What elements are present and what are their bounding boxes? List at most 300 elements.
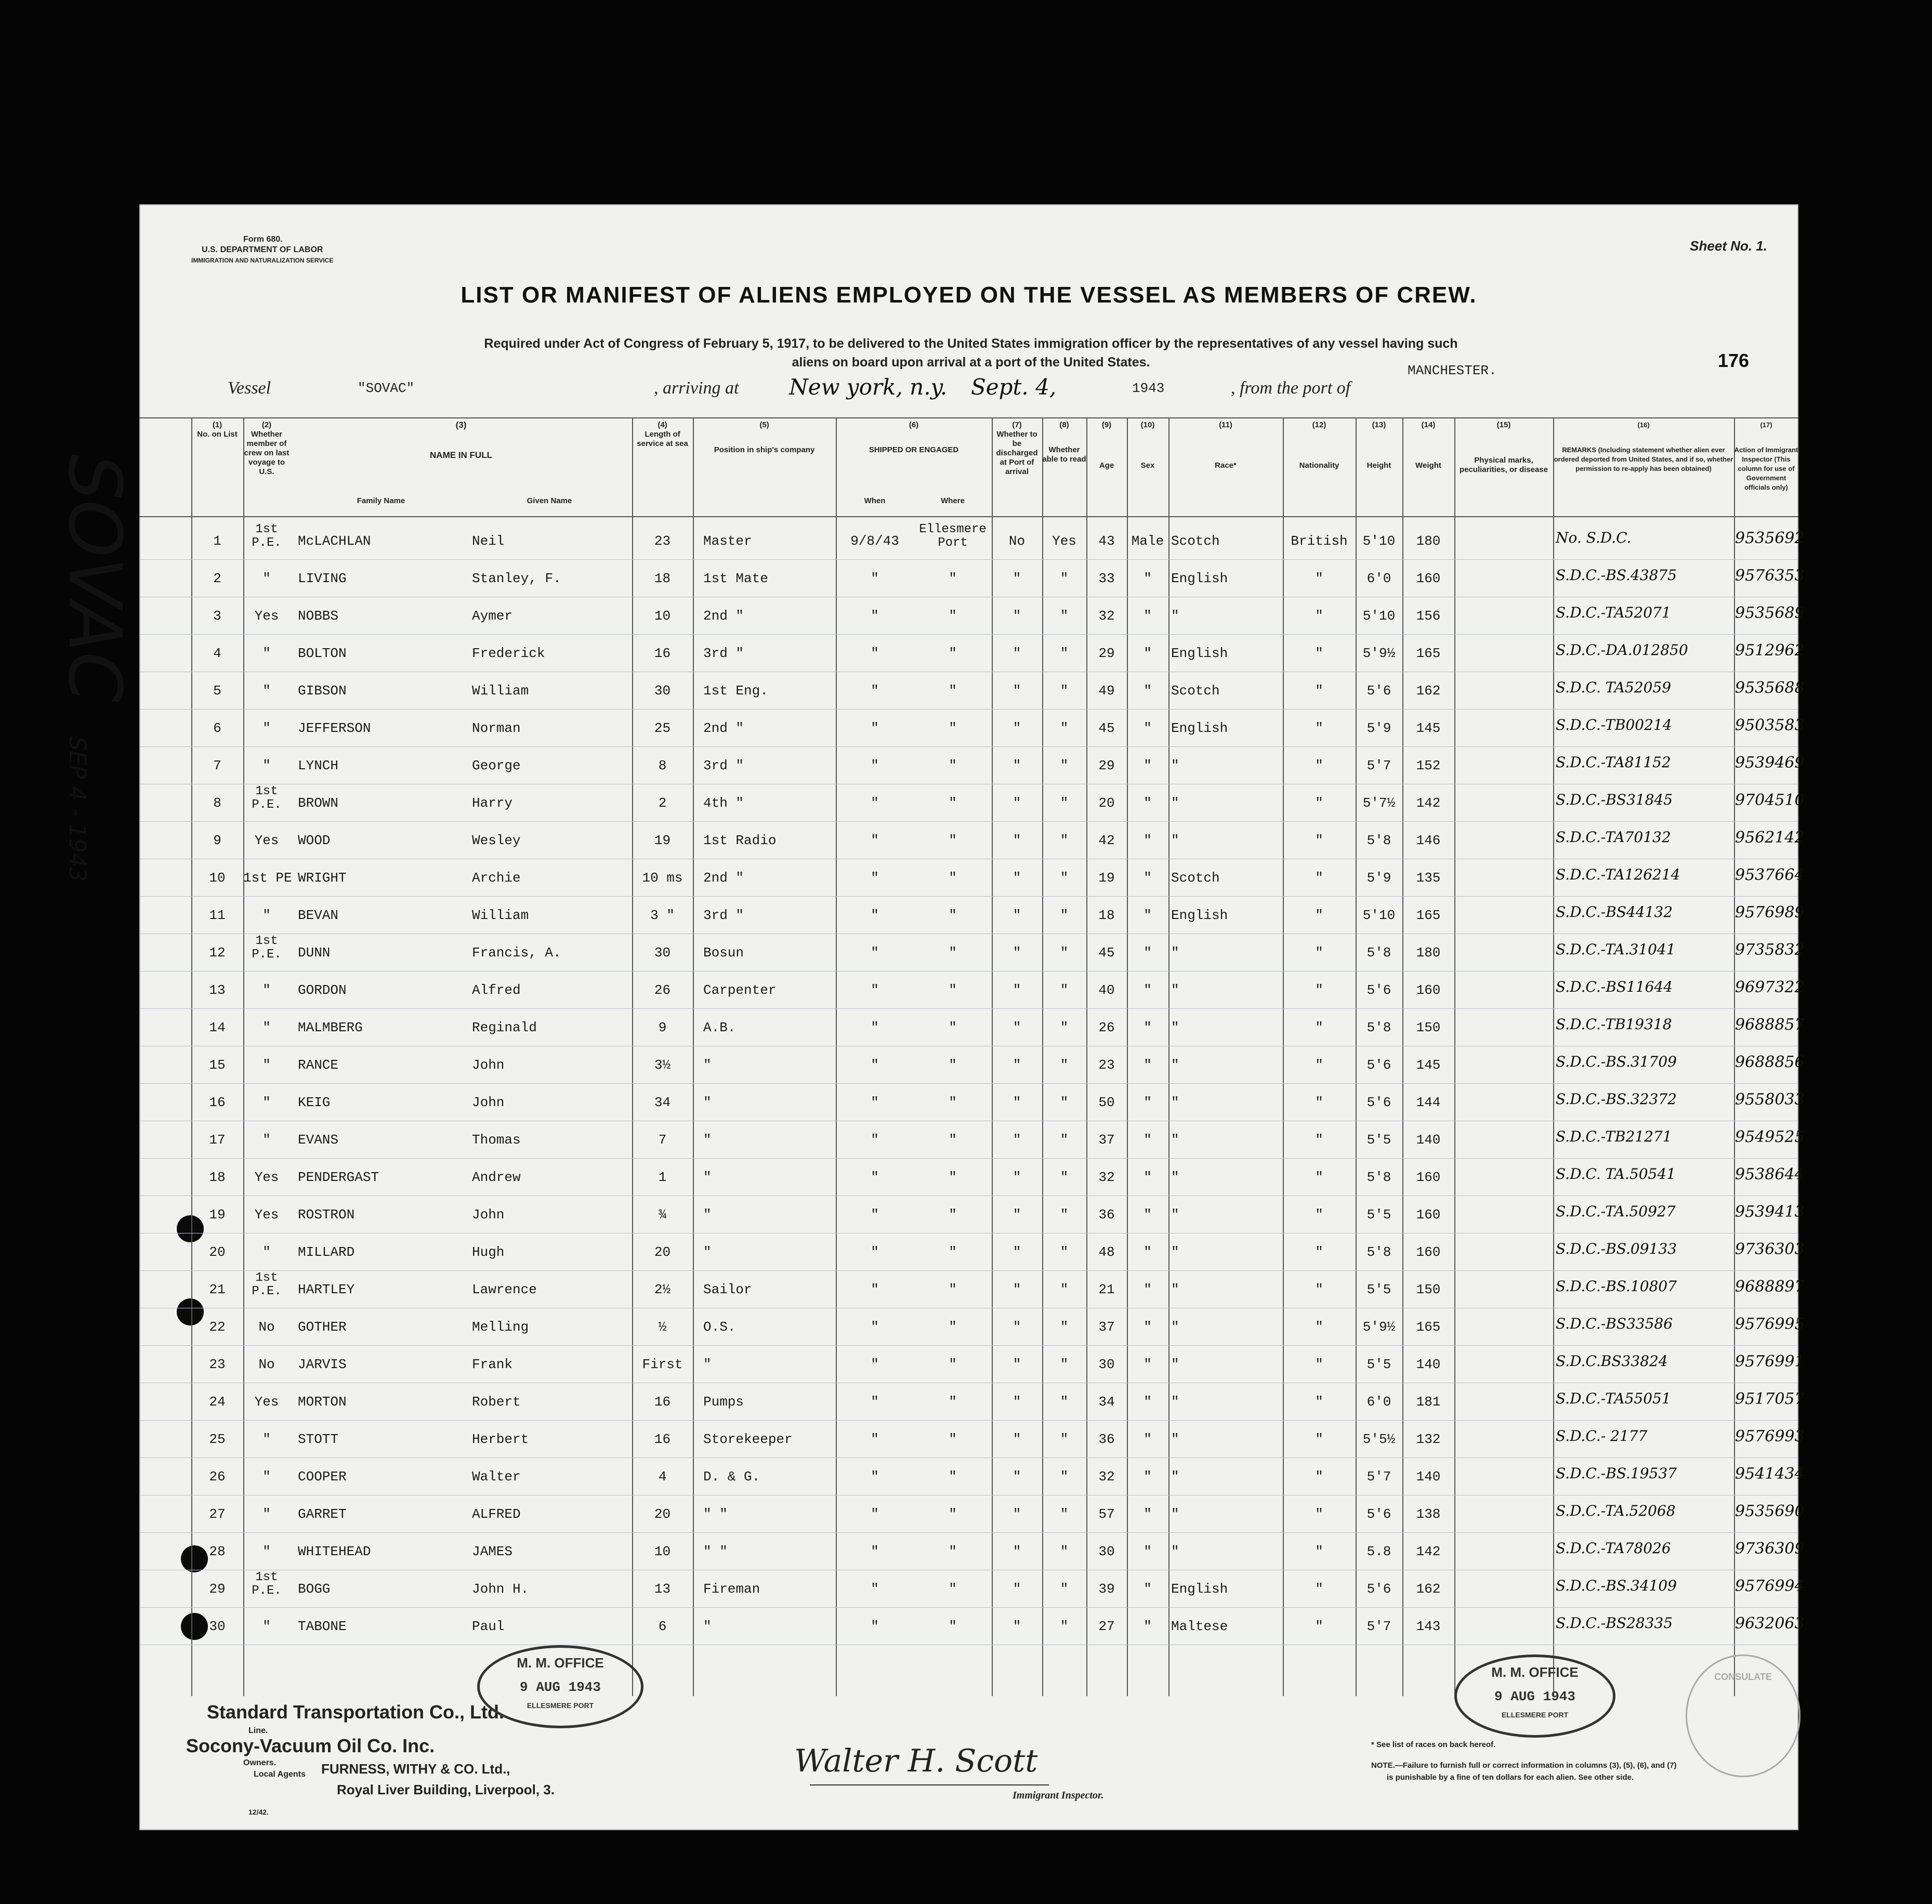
given-name: Robert <box>472 1394 521 1410</box>
consulate-seal: CONSULATE <box>1686 1654 1800 1777</box>
height: 5'6 <box>1366 1581 1391 1597</box>
age: 43 <box>1098 533 1115 549</box>
height: 5'8 <box>1366 1244 1391 1260</box>
given-name: George <box>472 758 521 773</box>
height: 5'10 <box>1362 533 1396 549</box>
age: 21 <box>1098 1282 1115 1297</box>
remarks: S.D.C.-TA52071 <box>1556 604 1671 621</box>
service-length: 6 <box>658 1619 667 1634</box>
inspector-action: 9576993 <box>1735 1427 1805 1446</box>
position: " " <box>703 1544 728 1559</box>
nationality: " <box>1315 646 1323 661</box>
height: 5'6 <box>1366 1506 1391 1522</box>
col-header-physical-marks: (15) Physical marks, peculiarities, or disease <box>1459 421 1548 474</box>
shipped-where: " <box>949 1057 957 1073</box>
family-name: BEVAN <box>298 908 339 923</box>
given-name: Norman <box>472 720 521 736</box>
shipped-when: " <box>871 1394 879 1410</box>
shipped-where: " <box>949 870 957 886</box>
nationality: " <box>1315 683 1323 699</box>
race: " <box>1171 1282 1179 1297</box>
nationality: " <box>1315 908 1323 923</box>
inspector-action: 9535692 <box>1735 529 1805 547</box>
able-to-read: " <box>1060 1506 1069 1522</box>
inspector-action: 9549525 <box>1735 1128 1805 1146</box>
weight: 150 <box>1416 1020 1441 1035</box>
race: " <box>1171 1469 1179 1485</box>
shipped-when: " <box>871 720 879 736</box>
remarks: S.D.C.-TA.31041 <box>1556 941 1676 958</box>
weight: 138 <box>1416 1506 1441 1522</box>
family-name: COOPER <box>298 1469 347 1485</box>
family-name: GIBSON <box>298 683 347 699</box>
service-length: 10 <box>654 1544 671 1559</box>
able-to-read: " <box>1060 1057 1069 1073</box>
remarks: S.D.C.-BS.43875 <box>1556 567 1677 584</box>
local-agents: FURNESS, WITHY & CO. Ltd., <box>321 1761 510 1777</box>
height: 5'5 <box>1366 1132 1391 1148</box>
weight: 152 <box>1416 758 1441 773</box>
race: English <box>1171 908 1228 923</box>
given-name: Alfred <box>472 982 521 998</box>
remarks: S.D.C.-BS44132 <box>1556 903 1673 921</box>
last-voyage: 1st P.E. <box>252 934 282 962</box>
service-length: 26 <box>654 982 671 998</box>
arriving-date: Sept. 4, <box>971 374 1057 400</box>
sex: " <box>1144 1357 1152 1372</box>
able-to-read: " <box>1060 683 1069 699</box>
height: 5'6 <box>1366 1095 1391 1110</box>
shipped-when: " <box>871 608 879 624</box>
nationality: " <box>1315 1544 1323 1559</box>
weight: 160 <box>1416 982 1441 998</box>
inspector-label: Immigrant Inspector. <box>1013 1790 1104 1801</box>
service-length: 16 <box>654 646 671 661</box>
inspector-action: 9537664 <box>1735 866 1805 884</box>
given-name: ALFRED <box>472 1506 521 1522</box>
weight: 144 <box>1416 1095 1441 1110</box>
penalty-note-2: is punishable by a fine of ten dollars for each alien. See other side. <box>1387 1773 1634 1782</box>
shipped-when: " <box>871 758 879 773</box>
weight: 146 <box>1416 833 1441 848</box>
able-to-read: " <box>1060 758 1069 773</box>
service-length: 10 ms <box>642 870 683 886</box>
last-voyage: " <box>262 1469 271 1485</box>
shipped-when: " <box>871 1057 879 1073</box>
weight: 165 <box>1416 646 1441 661</box>
height: 5.8 <box>1366 1544 1391 1559</box>
given-name: Frederick <box>472 646 545 661</box>
inspector-action: 9688856 <box>1735 1053 1805 1071</box>
arriving-label: , arriving at <box>654 378 739 398</box>
service-length: 30 <box>654 945 671 961</box>
last-voyage: Yes <box>254 608 279 624</box>
remarks: S.D.C. TA52059 <box>1556 679 1672 696</box>
sex: " <box>1144 571 1152 586</box>
remarks: S.D.C.-TB00214 <box>1556 716 1672 733</box>
row-number: 9 <box>213 833 221 848</box>
race: " <box>1171 1057 1179 1073</box>
nationality: " <box>1315 1170 1323 1185</box>
shipped-when: " <box>871 1581 879 1597</box>
inspector-action: 9688897 <box>1735 1278 1805 1296</box>
discharged: " <box>1013 1020 1021 1035</box>
weight: 160 <box>1416 571 1441 586</box>
able-to-read: " <box>1060 908 1069 923</box>
remarks: S.D.C.-TB19318 <box>1556 1016 1672 1033</box>
race: " <box>1171 1506 1179 1522</box>
shipped-when: " <box>871 1207 879 1223</box>
inspector-action: 9512962 <box>1735 641 1805 660</box>
row-number: 24 <box>209 1394 226 1410</box>
discharged: " <box>1013 1506 1021 1522</box>
row-number: 17 <box>209 1132 226 1148</box>
family-name: JEFFERSON <box>298 720 371 736</box>
weight: 162 <box>1416 683 1441 699</box>
last-voyage: " <box>262 1432 271 1447</box>
age: 29 <box>1098 646 1115 661</box>
side-vessel-name: SOVAC <box>52 454 137 703</box>
height: 5'9 <box>1366 720 1391 736</box>
shipped-where: " <box>949 795 957 811</box>
remarks: S.D.C.-BS.34109 <box>1556 1577 1677 1594</box>
sex: " <box>1144 1581 1152 1597</box>
sex: " <box>1144 1207 1152 1223</box>
inspector-action: 9538644 <box>1735 1165 1805 1184</box>
able-to-read: " <box>1060 1207 1069 1223</box>
service-length: 13 <box>654 1581 671 1597</box>
inspector-action: 9535690 <box>1735 1502 1805 1520</box>
weight: 140 <box>1416 1469 1441 1485</box>
weight: 180 <box>1416 945 1441 961</box>
given-name: Andrew <box>472 1170 521 1185</box>
nationality: " <box>1315 758 1323 773</box>
shipped-when: " <box>871 1319 879 1335</box>
col-header-weight: (14) Weight <box>1415 421 1441 470</box>
sex: " <box>1144 1244 1152 1260</box>
inspector-action: 9704510 <box>1735 791 1805 809</box>
subtitle-line-1: Required under Act of Congress of February 5, 1917, to be delivered to the United States immigration officer by the representatives of any vessel having such <box>484 336 1458 351</box>
family-name: BROWN <box>298 795 339 811</box>
nationality: " <box>1315 1319 1323 1335</box>
inspector-signature: Walter H. Scott <box>794 1743 1038 1779</box>
discharged: " <box>1013 982 1021 998</box>
service-length: 23 <box>654 533 671 549</box>
height: 5'5½ <box>1362 1432 1396 1447</box>
position: Sailor <box>703 1282 752 1297</box>
last-voyage: " <box>262 908 271 923</box>
shipped-where: " <box>949 608 957 624</box>
service-length: First <box>642 1357 683 1372</box>
row-number: 11 <box>209 908 226 923</box>
given-name: William <box>472 908 529 923</box>
shipped-when: " <box>871 1544 879 1559</box>
page-title: LIST OR MANIFEST OF ALIENS EMPLOYED ON THE VESSEL AS MEMBERS OF CREW. <box>461 282 1477 308</box>
service-length: 3½ <box>654 1057 671 1073</box>
sex: " <box>1144 608 1152 624</box>
shipped-when: " <box>871 945 879 961</box>
sex: " <box>1144 982 1152 998</box>
sex: " <box>1144 945 1152 961</box>
race: " <box>1171 1170 1179 1185</box>
shipped-where: " <box>949 1207 957 1223</box>
family-name: MORTON <box>298 1394 347 1410</box>
from-port: MANCHESTER. <box>1408 363 1497 378</box>
given-name: Stanley, F. <box>472 571 561 586</box>
last-voyage: " <box>262 982 271 998</box>
weight: 142 <box>1416 1544 1441 1559</box>
shipped-where: " <box>949 1357 957 1372</box>
height: 5'7½ <box>1362 795 1396 811</box>
age: 18 <box>1098 908 1115 923</box>
shipped-where: " <box>949 1132 957 1148</box>
nationality: " <box>1315 795 1323 811</box>
remarks: S.D.C.-BS.19537 <box>1556 1465 1677 1482</box>
service-length: 18 <box>654 571 671 586</box>
shipped-when: " <box>871 870 879 886</box>
sex: " <box>1144 646 1152 661</box>
shipped-where: " <box>949 1020 957 1035</box>
row-number: 18 <box>209 1170 226 1185</box>
remarks: S.D.C.-TA55051 <box>1556 1390 1671 1407</box>
family-name: EVANS <box>298 1132 339 1148</box>
able-to-read: " <box>1060 646 1069 661</box>
last-voyage: Yes <box>254 833 279 848</box>
position: 1st Mate <box>703 571 768 586</box>
row-number: 21 <box>209 1282 226 1297</box>
remarks: S.D.C. TA.50541 <box>1556 1165 1676 1183</box>
shipped-where: " <box>949 945 957 961</box>
row-number: 3 <box>213 608 221 624</box>
shipped-where: " <box>949 1432 957 1447</box>
nationality: " <box>1315 608 1323 624</box>
race: " <box>1171 758 1179 773</box>
race: " <box>1171 1132 1179 1148</box>
mm-office-stamp: M. M. OFFICE 9 AUG 1943 ELLESMERE PORT <box>477 1645 643 1728</box>
remarks: S.D.C.-TA81152 <box>1556 754 1671 771</box>
service-length: 20 <box>654 1506 671 1522</box>
last-voyage: 1st P.E. <box>252 1570 282 1598</box>
given-name: Thomas <box>472 1132 521 1148</box>
age: 45 <box>1098 945 1115 961</box>
service-length: 7 <box>658 1132 667 1148</box>
side-date: SEP 4 - 1943 <box>64 736 90 882</box>
sex: " <box>1144 1095 1152 1110</box>
row-number: 1 <box>213 533 221 549</box>
able-to-read: " <box>1060 982 1069 998</box>
last-voyage: " <box>262 720 271 736</box>
given-name: Harry <box>472 795 513 811</box>
position: Carpenter <box>703 982 777 998</box>
nationality: " <box>1315 1619 1323 1634</box>
nationality: " <box>1315 870 1323 886</box>
race: " <box>1171 945 1179 961</box>
service-length: 19 <box>654 833 671 848</box>
last-voyage: " <box>262 1057 271 1073</box>
remarks: S.D.C.-TA78026 <box>1556 1540 1671 1557</box>
discharged: " <box>1013 608 1021 624</box>
age: 30 <box>1098 1544 1115 1559</box>
discharged: " <box>1013 1619 1021 1634</box>
race: Scotch <box>1171 533 1220 549</box>
last-voyage: " <box>262 646 271 661</box>
col-header-sex: (10) Sex <box>1140 421 1155 470</box>
position: 2nd " <box>703 720 744 736</box>
row-number: 26 <box>209 1469 226 1485</box>
col-header-last-voyage: (2) Whether member of crew on last voyage to U.S. <box>244 421 290 476</box>
age: 32 <box>1098 1170 1115 1185</box>
able-to-read: " <box>1060 1581 1069 1597</box>
family-name: MALMBERG <box>298 1020 363 1035</box>
given-name: Wesley <box>472 833 521 848</box>
department: U.S. DEPARTMENT OF LABOR <box>202 245 323 254</box>
arrival-year: 1943 <box>1132 380 1165 396</box>
row-number: 19 <box>209 1207 226 1223</box>
position: Fireman <box>703 1581 760 1597</box>
height: 5'9 <box>1366 870 1391 886</box>
print-code: 12/42. <box>248 1808 269 1816</box>
race: " <box>1171 608 1179 624</box>
col-header-remarks: (16) REMARKS (Including statement whether alien ever ordered deported from United States, and if so, whether permission to re-apply has been obtained) <box>1554 421 1733 472</box>
height: 5'6 <box>1366 1057 1391 1073</box>
inspector-action: 9541434 <box>1735 1465 1805 1483</box>
nationality: " <box>1315 1432 1323 1447</box>
service-length: 16 <box>654 1394 671 1410</box>
family-name: MILLARD <box>298 1244 355 1260</box>
last-voyage: No <box>258 1319 275 1335</box>
row-number: 5 <box>213 683 221 699</box>
position: Bosun <box>703 945 744 961</box>
discharged: " <box>1013 1581 1021 1597</box>
row-number: 16 <box>209 1095 226 1110</box>
row-number: 25 <box>209 1432 226 1447</box>
service-length: 20 <box>654 1244 671 1260</box>
age: 23 <box>1098 1057 1115 1073</box>
height: 5'9½ <box>1362 1319 1396 1335</box>
height: 5'5 <box>1366 1357 1391 1372</box>
age: 27 <box>1098 1619 1115 1634</box>
last-voyage: No <box>258 1357 275 1372</box>
last-voyage: Yes <box>254 1394 279 1410</box>
shipped-when: 9/8/43 <box>850 533 899 549</box>
sex: " <box>1144 1057 1152 1073</box>
age: 19 <box>1098 870 1115 886</box>
able-to-read: " <box>1060 1319 1069 1335</box>
discharged: " <box>1013 1132 1021 1148</box>
inspector-action: 9535689 <box>1735 604 1805 622</box>
page-number: 176 <box>1717 350 1749 371</box>
race: " <box>1171 982 1179 998</box>
position: 1st Radio <box>703 833 777 848</box>
race: English <box>1171 720 1228 736</box>
age: 26 <box>1098 1020 1115 1035</box>
position: Master <box>703 533 752 549</box>
able-to-read: " <box>1060 571 1069 586</box>
row-number: 15 <box>209 1057 226 1073</box>
sex: " <box>1144 795 1152 811</box>
nationality: " <box>1315 833 1323 848</box>
inspector-action: 9562142 <box>1735 829 1805 847</box>
discharged: " <box>1013 683 1021 699</box>
family-name: GORDON <box>298 982 347 998</box>
last-voyage: 1st P.E. <box>252 784 282 812</box>
shipped-when: " <box>871 833 879 848</box>
age: 45 <box>1098 720 1115 736</box>
able-to-read: " <box>1060 608 1069 624</box>
height: 5'9½ <box>1362 646 1396 661</box>
able-to-read: " <box>1060 1394 1069 1410</box>
last-voyage: " <box>262 683 271 699</box>
discharged: " <box>1013 795 1021 811</box>
family-name: GOTHER <box>298 1319 347 1335</box>
age: 36 <box>1098 1432 1115 1447</box>
row-number: 20 <box>209 1244 226 1260</box>
position: " <box>703 1207 712 1223</box>
inspector-action: 9736309 <box>1735 1540 1805 1558</box>
discharged: " <box>1013 1544 1021 1559</box>
weight: 162 <box>1416 1581 1441 1597</box>
race: English <box>1171 571 1228 586</box>
discharged: " <box>1013 1469 1021 1485</box>
family-name: NOBBS <box>298 608 339 624</box>
nationality: " <box>1315 1207 1323 1223</box>
given-name: John <box>472 1207 505 1223</box>
able-to-read: " <box>1060 833 1069 848</box>
able-to-read: " <box>1060 795 1069 811</box>
shipped-when: " <box>871 795 879 811</box>
inspector-action: 9558033 <box>1735 1091 1805 1109</box>
able-to-read: " <box>1060 945 1069 961</box>
col-header-when: When <box>864 496 886 505</box>
age: 39 <box>1098 1581 1115 1597</box>
inspector-action: 9576994 <box>1735 1577 1805 1595</box>
shipped-where: " <box>949 571 957 586</box>
service-length: 16 <box>654 1432 671 1447</box>
position: Storekeeper <box>703 1432 793 1447</box>
discharged: " <box>1013 571 1021 586</box>
remarks: S.D.C.-BS.31709 <box>1556 1053 1677 1070</box>
race: English <box>1171 1581 1228 1597</box>
arriving-place: New york, n.y. <box>789 374 948 400</box>
discharged: " <box>1013 1095 1021 1110</box>
row-number: 13 <box>209 982 226 998</box>
nationality: " <box>1315 1282 1323 1297</box>
sheet-number: Sheet No. 1. <box>1690 238 1767 254</box>
position: " <box>703 1244 712 1260</box>
family-name: STOTT <box>298 1432 339 1447</box>
shipped-where: " <box>949 1244 957 1260</box>
col-header-no: (1) No. on List <box>197 421 238 439</box>
remarks: S.D.C.-BS31845 <box>1556 791 1673 808</box>
form-number: Form 680. <box>243 235 283 244</box>
sex: " <box>1144 1469 1152 1485</box>
sex: " <box>1144 683 1152 699</box>
family-name: DUNN <box>298 945 331 961</box>
family-name: KEIG <box>298 1095 331 1110</box>
nationality: " <box>1315 1357 1323 1372</box>
able-to-read: " <box>1060 1357 1069 1372</box>
race: " <box>1171 1319 1179 1335</box>
shipped-when: " <box>871 646 879 661</box>
row-number: 10 <box>209 870 226 886</box>
weight: 135 <box>1416 870 1441 886</box>
family-name: WHITEHEAD <box>298 1544 371 1559</box>
service-length: 25 <box>654 720 671 736</box>
service-length: ¾ <box>658 1207 667 1223</box>
discharged: " <box>1013 1282 1021 1297</box>
last-voyage: " <box>262 1132 271 1148</box>
height: 5'8 <box>1366 1170 1391 1185</box>
